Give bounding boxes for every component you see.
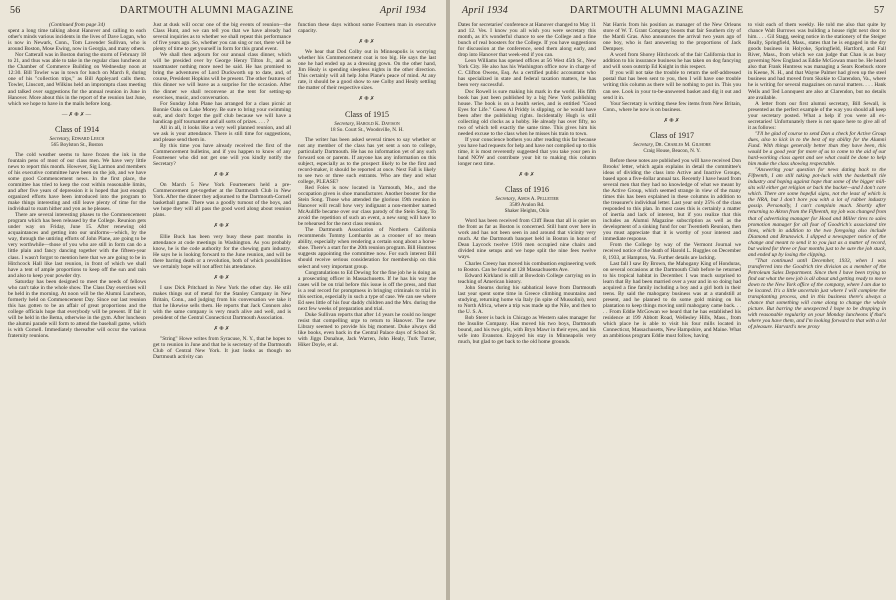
section-ornament: ✗✙✗ xyxy=(213,274,231,281)
paragraph: The cold weather seems to have frozen the ink in the fountain pens of most of our class men. We have very little news to report this month. However, Sig Larmon and members of his executive committee have been on the job, and we have some good Commencement news. In the first place, the committee has tried to keep the cost within reasonable limits, and after five years of depression it is hoped that just enough organized efforts have been introduced into the program to make things interesting and still leave plenty of time for the individual to roam hither and yon as he pleases. xyxy=(8,151,146,213)
paragraph: The Dartmouth Association of Northern California recommends Tommy Lombardo as a crooner of no mean ability, especially when rendering a certain song about a horse-shoe. There's a start for the 20th reunion program. Bill Huntress suggests appointing the committee now. For such interest Bill should receive serious consideration for membership on this select and very important group. xyxy=(298,227,436,270)
right-page xyxy=(450,0,896,600)
section-ornament: ✗✙✗ xyxy=(358,39,376,46)
section-ornament: —✗✙✗— xyxy=(61,111,93,118)
secretary-name: Harold K. Davison xyxy=(356,120,400,127)
class-heading: Class of 1917 xyxy=(650,130,694,140)
paragraph: By this time you have already received the first of the Commencement bulletins, and if you happen to know of any Fourteener who did not get one will you kindly notify the Secretary? xyxy=(153,142,291,168)
paragraph: Nor Catterall was in Boston during the storm of February 18 to 21, and thus was able to take in the regular class luncheon at the Chamber of Commerce Building on Wednesday noon at 12:30. Bill Towler was in town for lunch on March 8, during one of his "collection trips," as Bill Appleyard calls them. Towler, Linscott, and Wilkins held an impromptu class meeting and talked over suggestions for the annual reunion in June in Hanover. More about this in the report of the reunion last June, which we hope to have in the mails before long. xyxy=(8,52,146,107)
paragraph: Your Secretary is writing these few items from New Britain, Conn., where he now is on business. xyxy=(603,100,741,113)
paragraph: Before these notes are published you will have received Don Brooks' letter, which again explains in detail the committee's ideas of dividing the class into Active and Inactive Groups, based upon a five-dollar annual tax. Recently I have heard from several men that they had no knowledge of what we meant by the Active Group, which seemed strange in view of the many times this has been explained in these columns in addition to the treasurer's individual letter. Last year only 25% of the class responded to this plan. In most cases this is certainly a matter of inertia and lack of interest, but if you realize that this includes an Alumni Magazine subscription as well as the development of a sinking fund for our Twentieth Reunion, then you must appreciate that it is worthy of your interest and immediate response. xyxy=(603,157,741,243)
secretary-address: Shaker Heights, Ohio xyxy=(504,208,550,215)
paragraph: John Stearns during his sabbatical leave from Dartmouth last year spent some time in Greece climbing mountains and studying, returning home via Italy (in spite of Mussolini), next to North Africa, where a trip was made up the Nile, and then to the U. S. A. xyxy=(458,284,596,315)
left-page-header xyxy=(0,5,446,19)
secretary-address: 18 So. Court St., Woodsville, N. H. xyxy=(330,126,404,133)
paragraph: "String" Howe writes from Syracuse, N. Y., that he hopes to get to reunion in June and that he is secretary of the Dartmouth Club of Central New York. It just looks as though no Dartmouth activity can xyxy=(153,336,291,361)
paragraph: I saw Dick Pritchard in New York the other day. He still makes things out of metal for the Stanley Company in New Britain, Conn., and judging from his conversation we take it that he likewise sells them. He reports that Jack Connors also with the same company is very much alive and well, and is president of the Central Connecticut Dartmouth Association. xyxy=(153,284,291,322)
right-column-2 xyxy=(603,22,741,339)
quoted-letter: "Answering your question for news dating back to the Fifteenth, I am still taking pot-luck with the basketball tile industry and hoping against hope that some of the bigger mill-sits will either get religion or back the bucket—and I don't care which. There are some hopeful signs, not the least of which is the NRA, but I don't bore you with a lot of rubber industry gossip. Personally, I can't complain much. Shortly after returning to Akron from the Fifteenth, my job was changed from that of advertising manager for Hood and Miller tires to sales promotion manager for all four of Goodrich's associated tire lines, which in addition to the two foregoing also include Diamond and Brunswick. I slipped a newspaper notice of the change and meant to send it to you just as a matter of record, but waited for three or four months just to be sure the job stuck, and ended up by losing the clipping. xyxy=(748,167,886,258)
quoted-letter: "That continued until December, 1933, when I was transferred into the Goodrich tire division as a member of the Petroleum Sales Department. Since then I have been trying to find out what the new job is all about and getting ready to move down to the New York office of the company, where I am due to be located. It's a little uncertain just where I will complete the transplanting process, and in this business there's always a chance that something will come along to change the whole picture. But barring the unexpected I hope to be dropping in with reasonable regularity on your Monday luncheons if that's where you have them, and I'm looking forward to that with a lot of pleasure. Harvard's new proxy xyxy=(748,257,886,331)
left-column-3 xyxy=(298,22,436,348)
paragraph: A word from Shorey Hitchcock of the fair California that in addition to his insurance business he has taken on dog fancying and will soon outstrip Ed Knight in this respect. xyxy=(603,52,741,71)
paragraph: Edward Kirkland is still at Bowdoin College carrying on in teaching of American history. xyxy=(458,272,596,285)
secretary-address: 3589 Avalon Rd. xyxy=(509,202,545,209)
paragraph: Doc Rowell is sure making his mark in the world. His fifth book has just been published by a big New York publishing house. The book is on a health series, and is entitled "Good Eyes for Life." Guess Al Priddy is slipping, or he would have been after the publishing rights. Incidentally Hugh is still collecting old clocks as a hobby. He already has over fifty, no two of which tell exactly the same time. This gives him his needed excuse to the class when he misses his train to town. xyxy=(458,88,596,137)
paragraph: From the College by way of the Vermont Journal we received notice of the death of Harold L. Ruggles on December 8, 1933, at Hampton, Va. Further details are lacking. xyxy=(603,242,741,261)
page-number: 57 xyxy=(874,5,885,16)
secretary-line: Secretary, Edward Leech xyxy=(49,135,105,142)
section-ornament: ✗✙✗ xyxy=(213,326,231,333)
paragraph: Saturday has been designed to meet the needs of fellows who can't take in the whole show. The Class Day exercises will be held in the morning. At noon will be the Alumni Luncheon, formerly held on Commencement Day. Since our last reunion this has gotten to be an affair of great proportions and the college officials hope that everybody will be present. If fair it will be held in the Bema, otherwise in the gym. After luncheon the alumni parade will form to attend the baseball game, which is with Cornell. Immediately thereafter will occur the various fraternity reunions. xyxy=(8,278,146,340)
paragraph: On March 5 New York Fourteeners held a pre-Commencement get-together at the Dartmouth Club in New York. After the dinner they adjourned to the Dartmouth-Cornell basketball game. There was a goodly turnout of the boys, and we hope they will all pass the good word along about reunion plans. xyxy=(153,182,291,219)
paragraph: Word has been received from Cliff Bean that all is quiet on the front as far as Boston is concerned. Still hunt over here in work and has not been seen in and around that vicinity very much. At the Dartmouth banquet held in Boston in honor of Dean Laycock twelve 1916 men occupied nine chairs and divided nine setups and we hope split the nine fees twelve ways. xyxy=(458,218,596,261)
secretary-line: Secretary, Amos A. Pelletier xyxy=(495,196,559,203)
paragraph: Bob Sterer is back in Chicago as Western sales manager for the Insulite Company. Has moved his two boys, Dartmouth bound, and his two girls, with Bryn Mawr in their eyes, and his wife into Evanston. Enjoyed his stay in Minneapolis very much, but glad to get back to the old home grounds. xyxy=(458,314,596,346)
paragraph: The writer has been asked several times to say whether or not any member of the class has yet sent a son to college, particularly Dartmouth. He has no information yet of any such forward son or parents. If anyone has any information on this subject, especially as to the prospect likely to be the first and record-maker, it should be reported at once. Next Fall is likely to see two or three such entrants. Who are they and what college, PLEASE? xyxy=(298,136,436,185)
secretary-name: Edward Leech xyxy=(71,135,105,142)
magazine-title: DARTMOUTH ALUMNI MAGAZINE xyxy=(570,5,744,16)
paragraph: Dates for secretaries' conference at Hanover changed to May 11 and 12. Ves. I know you all wish you were secretary this month, as it's wonderful chance to see the College and a fine bunch of real boosters for the College. If you have suggestions for discussion at the conference, send them along early, and drop into Hanover that week-end if you can. xyxy=(458,22,596,59)
paragraph: spent a long time talking about Hanover and calling to each other's minds various incidents in the lives of Dave Logan, who is now in Newark, Conn., Tom Lavender Sullivan, who is around Boston, Mose Ewing, now in Georgia, and many others. xyxy=(8,28,146,53)
paragraph: Nat Harris from his position as manager of the New Orleans store of W. T. Grant Company boosts that fair Southern city of the Mardi Gras. Also announces the arrival two years ago of one boy, who is fast answering to the proportions of Jack Dempsey. xyxy=(603,22,741,53)
paragraph: We hear that Dod Colby out in Minneapolis is worrying whether his Commencement coat is too big. He says the last one he had ended up as a dressing gown. On the other hand, Jim Healy is spending sleepless nights in the other direction. This certainly will all help John Plane's peace of mind. At any rate, it should be a good show to see Colby and Healy settling the matter of their respective sizes. xyxy=(298,49,436,92)
page-number: 56 xyxy=(10,5,21,16)
paragraph: We shall then adjourn for our annual class dinner, which will be presided over by George Henry Tilton Jr., and as toastmaster nothing more need be said. He has promised to bring the adventures of Lord Duckworth up to date, and, of course, President Hopkins will be present. The other features of this dinner we will leave as a surprise for the occasion. After the dinner we shall reconvene at the tent for setting-up exercises, music, and conversation. xyxy=(153,52,291,101)
secretary-address: Craig House, Beacon, N. Y. xyxy=(643,147,701,154)
paragraph: There are several interesting phases to the Commencement program which has been released by the College. Reunion gets under way on Friday, June 15. After renewing old acquaintances and getting into our uniforms—which, by the way, through the untiring efforts of John Plane, are going to be very worthwhile—those of you who are still in form can do a little plain and fancy dancing together with the fifteen-year class. I wasn't forgot to mention here that we are going to be in Hitchcock Hall like last reunion, in front of which we shall have a tent of ample proportions to keep off the sun and rain and also to keep your powder dry. xyxy=(8,212,146,279)
right-column-3 xyxy=(748,22,886,330)
section-ornament: ✗✙✗ xyxy=(213,172,231,179)
section-ornament: ✗✙✗ xyxy=(518,172,536,179)
issue-date: April 1934 xyxy=(462,5,509,16)
paragraph: Congratulations to Ed Dewing for the fine job he is doing as a prosecuting officer in Massachusetts. If he has his way the cases will be on trial before this issue is off the press, and that is a real record for promptness in bringing criminals to trial in this section, especially in such a type of case. We can see where Ed sees little of his four daddy children and the Mrs. during the next few weeks of preparation and trial. xyxy=(298,269,436,312)
class-heading: Class of 1915 xyxy=(345,109,389,119)
left-page xyxy=(0,0,446,600)
issue-date: April 1934 xyxy=(380,5,427,16)
right-column-1 xyxy=(458,22,596,345)
left-column-1 xyxy=(8,22,146,339)
paragraph: Duke Sullivan reports that after 14 years he could no longer resist that compelling urge to return to Hanover. The new Library seemed to provide his big moment. Duke always did like books, even back in the Central Palace days of School St. with Jiggs Donahue, Jack Warren, John Healy, Turk Turner, Hiker Doyle, et al. xyxy=(298,311,436,349)
paragraph: Charles Creesy has moved his combustion engineering work to Boston. Can be found at 128 Massachusetts Ave. xyxy=(458,260,596,273)
magazine-title: DARTMOUTH ALUMNI MAGAZINE xyxy=(120,5,294,16)
secretary-name: Dr. Charles M. Gilmore xyxy=(655,141,711,148)
paragraph: For Sunday John Plane has arranged for a class picnic at Bonnie Oaks on Lake Morey. Be sure to bring your swimming suit, and don't forget the golf club because we will have a handicap golf tournament and all sorts of prizes. . . . ? xyxy=(153,100,291,125)
right-page-header xyxy=(450,5,896,19)
secretary-line: Secretary, Harold K. Davison xyxy=(334,120,400,127)
paragraph: function these days without some Fourteen man in executive capacity. xyxy=(298,22,436,35)
paragraph: to visit each of them weekly. He told me also that quite by chance Walt Burrows was building a house right next door to him. . . . Gil Stagg, seeing notice in the stationery of the Steiger Really, Springfield, Mass., states that he is engaged in the dry goods business in Holyoke, Springfield, Hartford, and Fall River, Mass., from which we can judge that Chan is as busy governing New England as Eddie McGowan must be. He heard also that Frank Huntress was managing a Sears Roebuck store in Keene, N. H., and that Wayne Palmer had given up the steel business and had moved from Skokie to Clarendon, Va., where he is writing for several magazines on naval matters. . . . Hank Wells and Ted Lonnquest are also at Clarendon, but no details are available. xyxy=(748,22,886,101)
paragraph: If you will not take the trouble to return the self-addressed postal that has been sent to you, then I will have one trouble writing this column as there will be nothing to put in. This you can see. Look in your to-be-answered basket and dig it out and send it in. xyxy=(603,70,741,101)
secretary-line: Secretary, Dr. Charles M. Gilmore xyxy=(633,141,711,148)
paragraph: Just at dusk will occur one of the big events of reunion—the Class Hunt, and we can tell you that we have already had several inquiries as to whether we shall repeat this performance of five years ago. So, whether you can sing or not, there will be plenty of time to get yourself in form for this grand event. xyxy=(153,22,291,53)
quoted-letter: "I'll be glad of course to send Don a check for Active Group dues, also to kick in to the best of my ability for the Alumni Fund. With things generally better than they have been, this would be a good year for more of us to come to the aid of our hard-working class agent and see what could be done to help him make the class showing respectable. xyxy=(748,130,886,168)
class-heading: Class of 1914 xyxy=(55,124,99,134)
section-ornament: ✗✙✗ xyxy=(663,117,681,124)
paragraph: All in all, it looks like a very well planned reunion, and all we ask is your attendance. There is still time for suggestions, and please send them in. xyxy=(153,124,291,143)
paragraph: Ellie Buck has been very busy these past months in attendance at code meetings in Washington. As you probably know, he is the code authority for the chewing gum industry. He says he is looking forward to the June reunion, and will be there barring death or a revolution, both of which possibilities we certainly hope will not affect his attendance. xyxy=(153,233,291,270)
secretary-address: 565 Boylston St., Boston xyxy=(50,141,104,148)
continued-note: (Continued from page 34) xyxy=(49,22,105,28)
paragraph: Last fall I saw By Brown, the Mahogany King of Honduras, on several occasions at the Dartmouth Club before he returned to his tropical habitat in December. I was much surprised to learn that By had been married over a year and in so doing had acquired a fine family including a boy and a girl both in their teens. By said the mahogany business was at a standstill at present, and he planned to do some gold mining on his plantation to keep things moving until mahogany came back. . . . . From Eddie McGowan we heard that he has established his residence at 199 Abbott Road, Wellesley Hills, Mass., from which place he is able to visit his four mills located in Connecticut, Massachusetts, New Hampshire, and Maine. What an ambitious program Eddie must follow, having xyxy=(603,260,741,340)
paragraph: If your conscience bothers you after reading this far because you have had requests for help and have not complied up to this time, it is most reverently suggested that you take your pen in hand NOW and contribute your bit to making this column longer next time. xyxy=(458,136,596,168)
paragraph: Red Foles is now located in Yarmouth, Me., and the occupation given is shoe manufacturer. Another booster for the Stein Song. Those who attended the glorious 19th reunion in Hanover will recall how very indignant a non-member named McAuliffe became over our class parody of the Stein Song. To avoid the repetition of such an event, a new song will have to be rehearsed for the next class reunion. xyxy=(298,184,436,228)
secretary-name: Amos A. Pelletier xyxy=(517,196,559,203)
left-column-2 xyxy=(153,22,291,360)
section-ornament: ✗✙✗ xyxy=(358,96,376,103)
paragraph: A letter from our first alumni secretary, Bill Sewall, is presented as the perfect example of the way you should all keep your secretary posted. What a help if you were all ex-secretaries! Unfortunately there is not space here to give all of it as follows: xyxy=(748,100,886,131)
paragraph: Leon Williams has opened offices at 56 West 45th St., New York City. He also has his Washington office now in charge of C. Clifton Owens, Esq. As a certified public accountant who has specialized in state and federal taxation matters, he has been very successful. xyxy=(458,58,596,89)
section-ornament: ✗✙✗ xyxy=(213,223,231,230)
class-heading: Class of 1916 xyxy=(505,185,549,195)
